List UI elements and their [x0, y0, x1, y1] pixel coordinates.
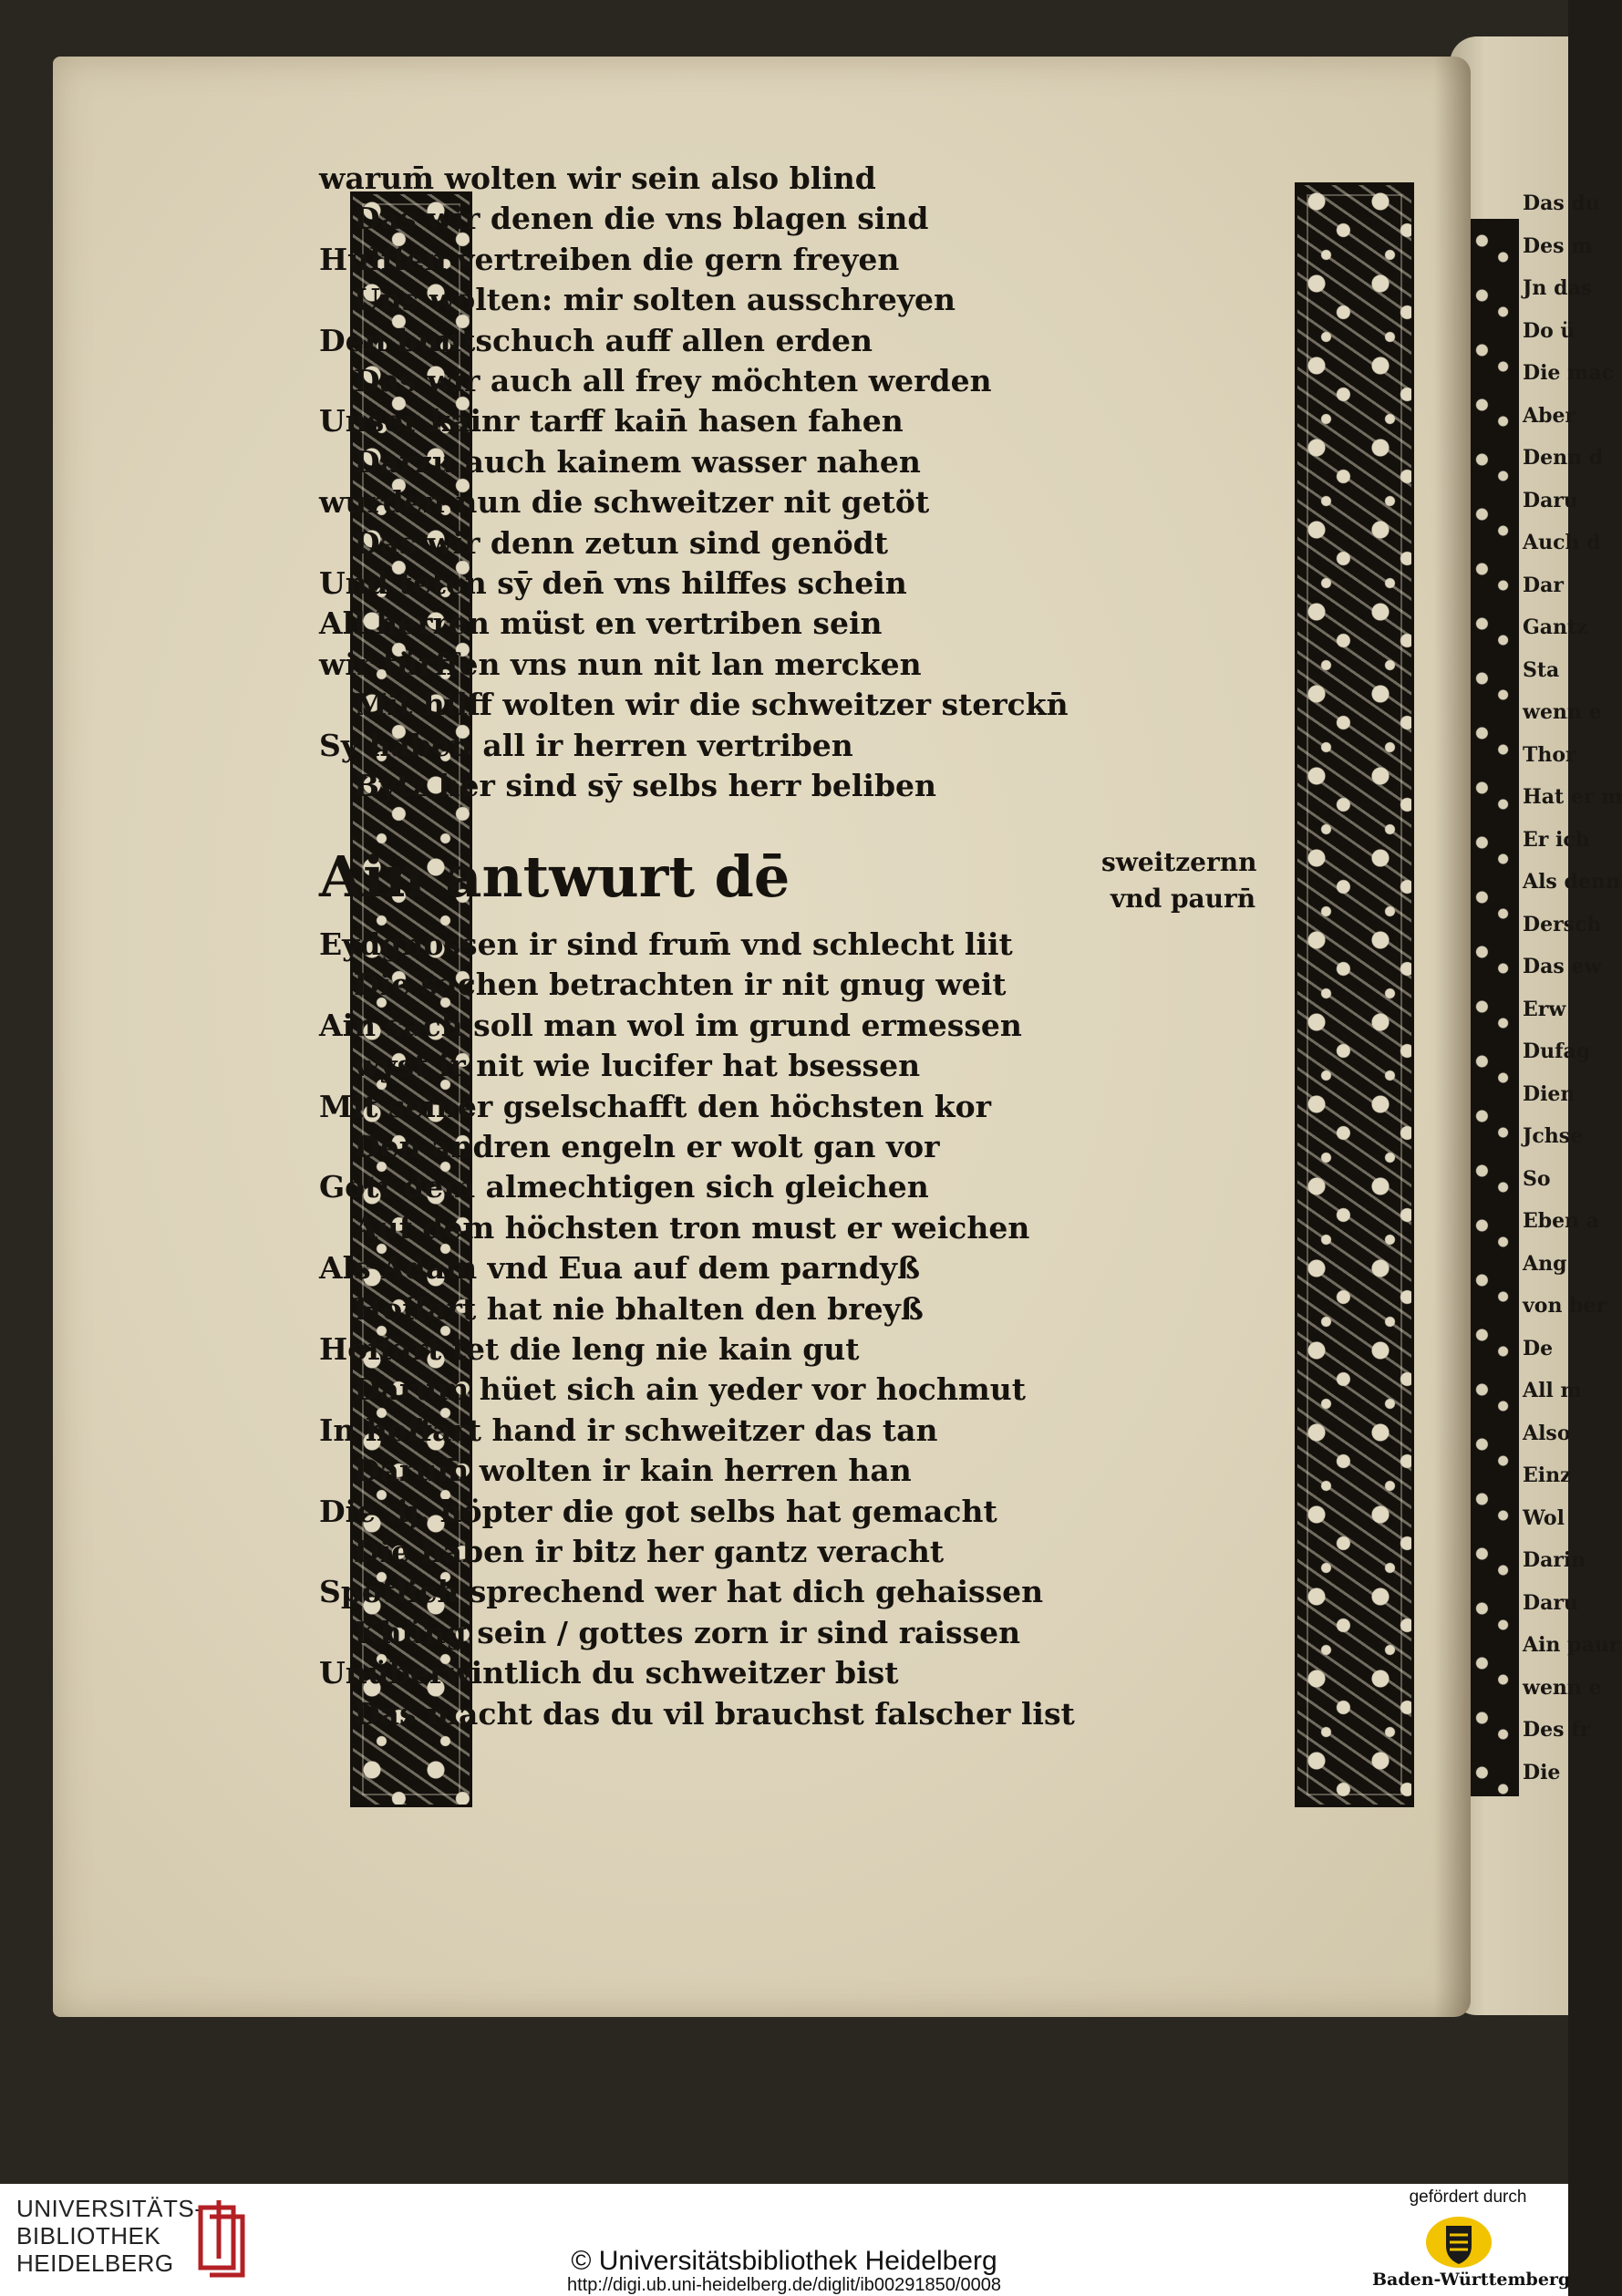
library-name[interactable] [16, 2195, 203, 2277]
verse-line: In hoffart hand ir schweitzer das tan [319, 1412, 938, 1448]
facing-page-text-fragment: Gantz [1523, 615, 1588, 639]
facing-page-text-fragment: Eben a [1523, 1209, 1600, 1233]
funded-by-label: gefördert durch [1409, 2187, 1527, 2207]
section-heading-suffix: sweitzernn [1101, 847, 1257, 877]
facing-page-text-fragment: Jn das [1523, 276, 1593, 300]
verse-line: Das wir auch all frey möchten werden [354, 363, 992, 398]
book-page [53, 57, 1471, 2017]
facing-page-text-fragment: Denn d [1523, 446, 1604, 470]
verse-line: Darum̄ hüet sich ain yeder vor hochmut [354, 1371, 1027, 1408]
facing-page-text-fragment: Do ü [1523, 318, 1576, 343]
verse-line: Unser kainr tarff kain̄ hasen fahen [319, 403, 904, 440]
facing-page-text-fragment: Also [1523, 1421, 1571, 1445]
facing-page-woodcut-border [1466, 219, 1519, 1796]
verse-line: Gott dem almechtigen sich gleichen [319, 1169, 929, 1205]
verse-line: Das wir denn zetun sind genödt [354, 524, 888, 561]
facing-page-text-fragment: wenn e [1523, 1675, 1602, 1700]
verse-line: Eydgnossen ir sind frum̄ vnd schlecht liit [319, 926, 1013, 962]
verse-line: Als Adam vnd Eua auf dem parndyß [319, 1250, 921, 1287]
facing-page-text-fragment: Die mac [1523, 361, 1615, 385]
library-name-line: BIBLIOTHEK [16, 2222, 161, 2249]
facing-page-text-fragment: Des fr [1523, 1718, 1591, 1742]
verse-line: wir türffen vns nun nit lan mercken [319, 646, 922, 682]
verse-line: Mit seiner gselschafft den höchsten kor [319, 1088, 992, 1124]
facing-page-text-fragment: Auch d [1523, 531, 1601, 554]
verse-line: Darum̄ wolten ir kain herren han [354, 1453, 912, 1489]
library-name-line: HEIDELBERG [16, 2249, 174, 2277]
permalink-url[interactable]: http://digi.ub.uni-heidelberg.de/diglit/ib00291850/0008 [567, 2275, 1001, 2295]
verse-line: warum̄ wolten wir sein also blind [319, 160, 876, 196]
verse-line: Die sachen betrachten ir nit gnug weit [354, 967, 1007, 1003]
verse-line: Und teten sȳ den̄ vns hilffes schein [319, 565, 907, 601]
facing-page-text-fragment: von ber [1523, 1294, 1607, 1318]
facing-page-text-fragment: Die [1523, 1760, 1561, 1784]
facing-page-text-fragment: Wol [1523, 1505, 1565, 1530]
facing-page-text-fragment: Das du [1523, 191, 1600, 215]
facing-page-text-fragment: Dufag [1523, 1039, 1591, 1063]
facing-page-text-fragment: De [1523, 1336, 1554, 1360]
verse-line: Das macht das du vil brauchst falscher list [354, 1695, 1075, 1732]
verse-line: Unüberwintlich du schweitzer bist [319, 1655, 899, 1691]
verse-line: Den buntschuch auff allen erden [319, 322, 873, 358]
facing-page-text-fragment: Er ich [1523, 827, 1590, 852]
verse-line: Das wir denen die vns blagen sind [354, 201, 929, 237]
verse-line: Den andren engeln er wolt gan vor [354, 1129, 940, 1164]
facing-page-text-fragment: Dersch [1523, 912, 1602, 936]
verse-line: Mit hilff wolten wir die schweitzer sterckn̄ [354, 687, 1069, 723]
facing-page-text-fragment: Einz [1523, 1463, 1572, 1487]
verse-line: Ain sach soll man wol im grund ermessen [319, 1007, 1022, 1043]
verse-line: Uns wolten: mir solten ausschreyen [354, 282, 956, 318]
funder-name: Baden-Württemberg [1372, 2270, 1571, 2290]
verse-line: Hoffart hat nie bhalten den breyß [354, 1290, 924, 1327]
viewer-footer [0, 2184, 1571, 2296]
verse-line: Sy haben all ir herren vertriben [319, 727, 853, 763]
verse-line: Spotlich sprechend wer hat dich gehaissen [319, 1574, 1044, 1610]
facing-page-text-fragment: Ain paur [1523, 1633, 1620, 1657]
facing-page-text-fragment: Darin [1523, 1548, 1586, 1572]
facing-page-text-fragment: So [1523, 1166, 1551, 1191]
baden-wuerttemberg-coat-of-arms-icon[interactable] [1424, 2215, 1493, 2270]
facing-page-text-fragment: Das ew [1523, 955, 1602, 978]
facing-page-text-fragment: Des m [1523, 233, 1593, 258]
facing-page-text-fragment: Daru [1523, 488, 1578, 512]
library-name-line: UNIVERSITÄTS- [16, 2195, 203, 2222]
verse-line: Auf dem höchsten tron must er weichen [354, 1209, 1030, 1246]
facing-page-text-fragment: Erw [1523, 997, 1566, 1021]
section-heading: Ain antwurt dē [319, 843, 790, 910]
verse-line: Darzu auch kainem wasser nahen [354, 443, 921, 480]
verse-line: All herren müst en vertriben sein [319, 605, 883, 642]
section-heading-suffix: vnd paurn̄ [1111, 884, 1256, 914]
facing-page-text-fragment: All m [1523, 1379, 1582, 1402]
facing-page-text-fragment: Thor [1523, 742, 1576, 767]
verse-line: Hulffen vertreiben die gern freyen [319, 241, 900, 277]
verse-line: Die .ij. höpter die got selbs hat gemacht [319, 1493, 997, 1529]
facing-page-text-fragment: Als denn [1523, 870, 1620, 894]
facing-page-text-fragment: Jchse [1523, 1124, 1584, 1148]
verse-line: Hoffart tet die leng nie kain gut [319, 1331, 860, 1367]
facing-page-text-fragment: Daru [1523, 1590, 1578, 1615]
verse-line: Die haben ir bitz her gantz veracht [354, 1534, 945, 1569]
page-text-block [53, 57, 1471, 2017]
facing-page-text-fragment: Ang [1523, 1251, 1567, 1276]
facing-page-text-fragment: Dien [1523, 1081, 1576, 1106]
copyright-notice: © Universitätsbibliothek Heidelberg [571, 2246, 997, 2276]
verse-line: wyst ir nit wie lucifer hat bsessen [354, 1048, 921, 1084]
facing-page-text-fragment: Aber [1523, 403, 1576, 428]
facing-page-text-fragment: Hat er m [1523, 785, 1622, 809]
facing-page-text-fragment: wenn e [1523, 700, 1602, 724]
facing-page-text-fragment: Sta [1523, 657, 1560, 682]
verse-line: Khüng sein / gottes zorn ir sind raissen [354, 1614, 1021, 1650]
facing-page-text-fragment: Dar [1523, 573, 1564, 597]
verse-line: wurden nun die schweitzer nit getöt [319, 484, 930, 521]
ub-heidelberg-logo-icon[interactable] [193, 2198, 250, 2277]
verse-line: Bytz her sind sȳ selbs herr beliben [354, 768, 937, 803]
